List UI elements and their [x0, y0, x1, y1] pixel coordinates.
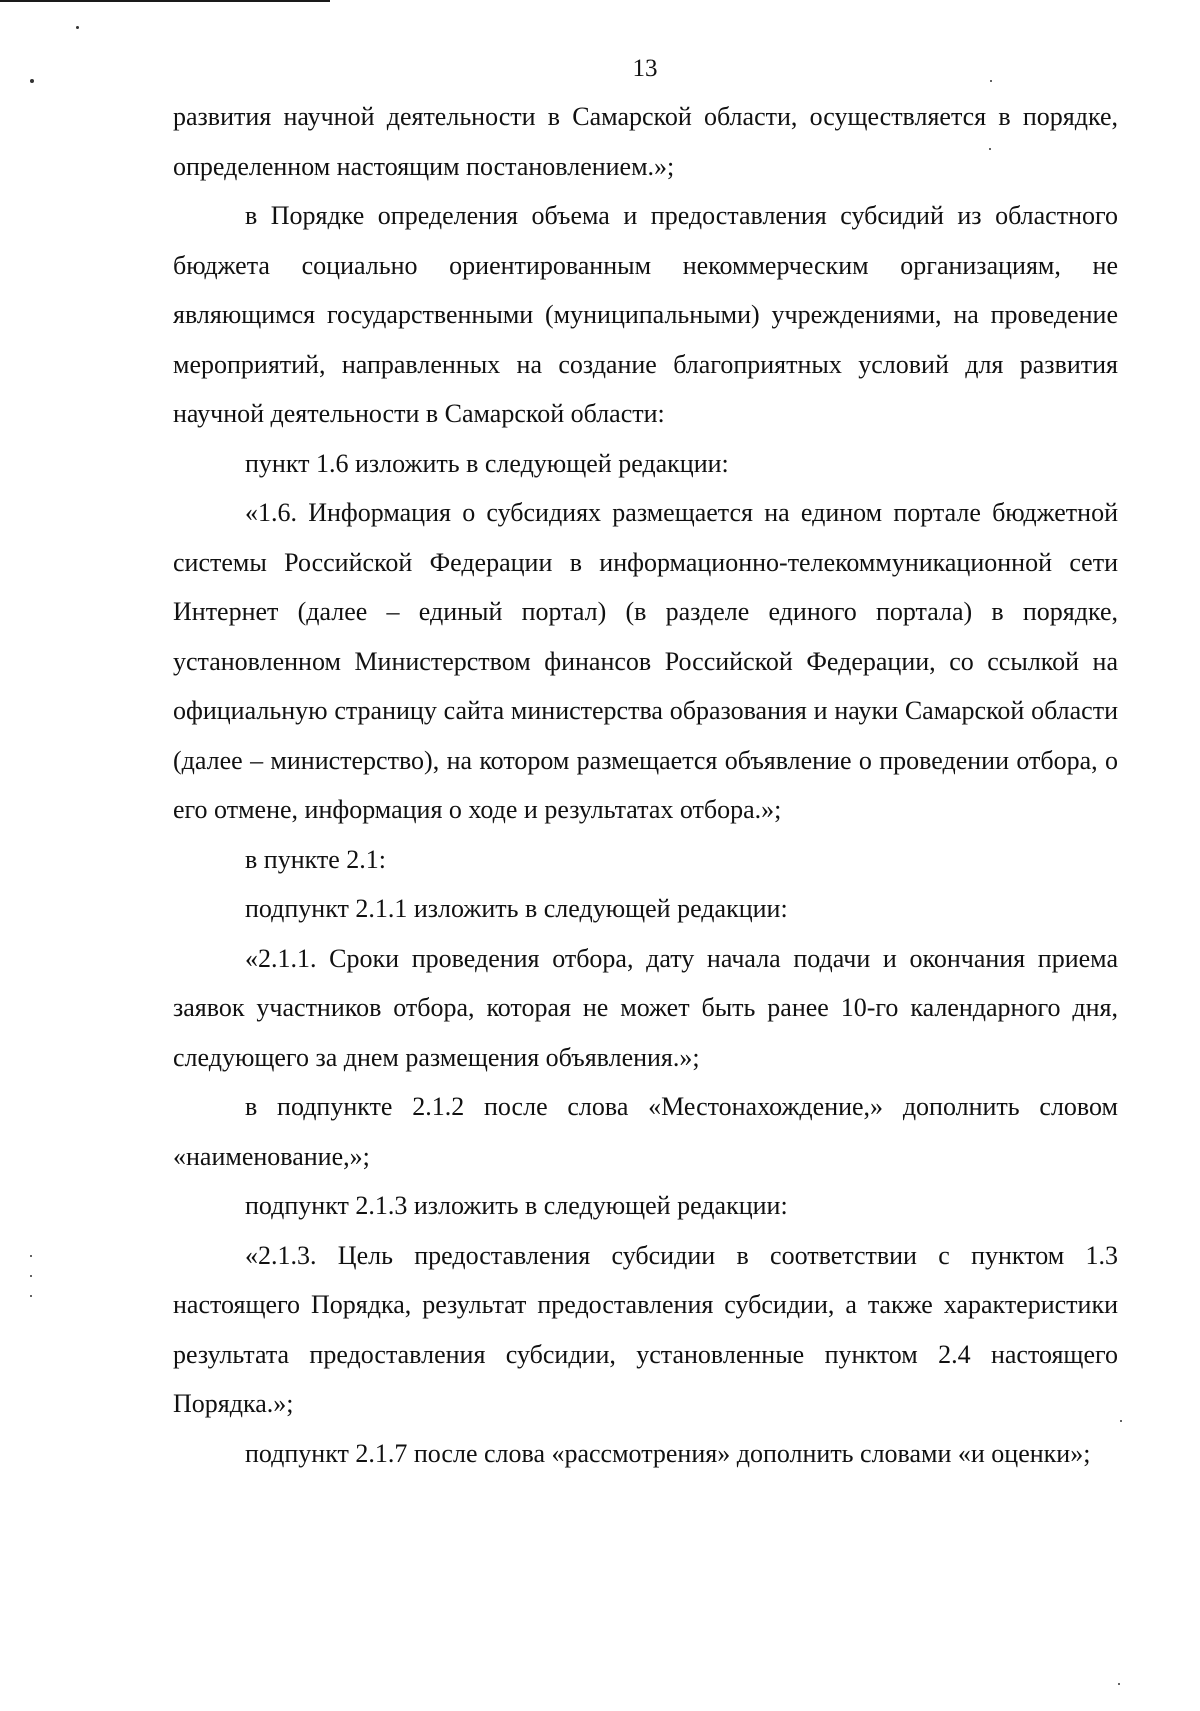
paragraph-subitem-2-1-7: подпункт 2.1.7 после слова «рассмотрения» дополнить словами «и оценки»; — [245, 1438, 1091, 1468]
paragraph-subitem-2-1-1-text: «2.1.1. Сроки проведения отбора, дату начала подачи и окончания приема заявок участников отбора, которая не может быть ранее 10-го календарного дня, следующего за днем размещения объявления.»; — [173, 943, 1118, 1072]
paragraph-item-1-6-text: «1.6. Информация о субсидиях размещается на едином портале бюджетной системы Российской Федерации в информационно-телекоммуникационной сети Интернет (далее – единый портал) (в разделе единого портала) в порядке, установленном Министерством финансов Российской Федерации, со ссылкой на официальную страницу сайта министерства образования и науки Самарской области (далее – министерство), на котором размещается объявление о проведении отбора, о его отмене, информация о ходе и результатах отбора.»; — [173, 498, 1118, 824]
paragraph-item-1-6-intro: пункт 1.6 изложить в следующей редакции: — [245, 448, 729, 478]
page-number: 13 — [632, 55, 658, 82]
paragraph-amendment-order: в Порядке определения объема и предоставления субсидий из областного бюджета социально ориентированным некоммерческим организациям, не являющимся государственными (муниципальными) учреждениями, на проведение мероприятий, направленных на создание благоприятных условий для развития научной деятельности в Самарской области: — [173, 201, 1118, 428]
top-edge-rule — [0, 0, 330, 2]
scan-speck — [30, 1275, 32, 1277]
scan-speck — [1120, 1420, 1122, 1422]
paragraph-item-2-1-intro: в пункте 2.1: — [245, 844, 387, 874]
paragraph-subitem-2-1-3-intro: подпункт 2.1.3 изложить в следующей редакции: — [245, 1191, 788, 1220]
paragraph-subitem-2-1-1-intro: подпункт 2.1.1 изложить в следующей редакции: — [245, 894, 788, 923]
paragraph-continuation: развития научной деятельности в Самарской области, осуществляется в порядке, определенном настоящим постановлением.»; — [173, 102, 1118, 181]
scan-speck — [30, 1295, 32, 1297]
scan-speck — [30, 1255, 32, 1257]
paragraph-subitem-2-1-3-text: «2.1.3. Цель предоставления субсидии в соответствии с пунктом 1.3 настоящего Порядка, результат предоставления субсидии, а также характеристики результата предоставления субсидии, установленные пунктом 2.4 настоящего Порядка.»; — [173, 1240, 1118, 1418]
scan-speck — [1118, 1683, 1120, 1685]
scan-speck — [30, 79, 34, 83]
scan-speck — [989, 148, 991, 150]
scan-speck — [76, 26, 79, 29]
scan-speck — [990, 80, 992, 82]
paragraph-subitem-2-1-2: в подпункте 2.1.2 после слова «Местонахождение,» дополнить словом «наименование,»; — [173, 1092, 1118, 1171]
document-body — [173, 92, 1118, 1478]
